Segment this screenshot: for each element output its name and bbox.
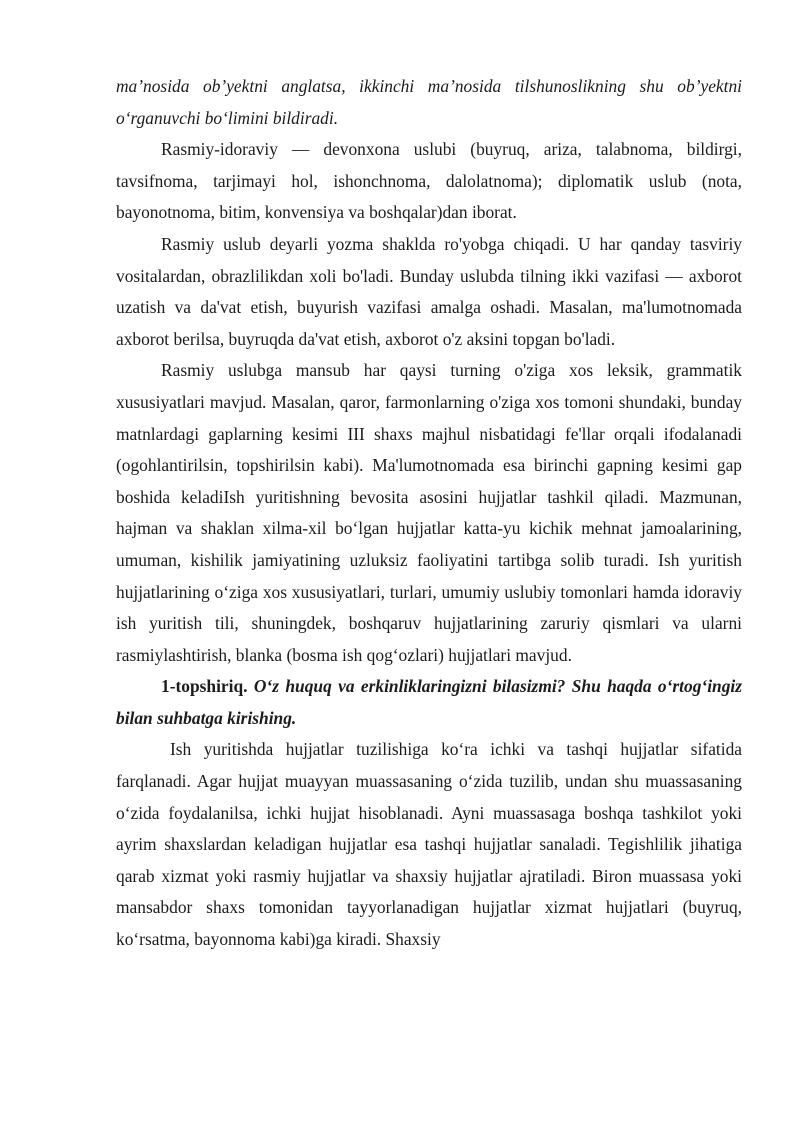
task-label: 1-topshiriq.: [161, 676, 248, 697]
task-text: O‘z huquq va erkinliklaringizni bilasizmi? Shu haqda o‘rtog‘ingiz bilan suhbatga kirishing.: [116, 676, 742, 728]
paragraph-document-types: Ish yuritishda hujjatlar tuzilishiga ko‘ra ichki va tashqi hujjatlar sifatida farqlanadi. Agar hujjat muayyan muassasaning o‘zida tuzilib, undan shu muassasaning o‘zida foydalanilsa, ichki hujjat hisoblanadi. Ayni muassasaga boshqa tashkilot yoki ayrim shaxslardan keladigan hujjatlar esa tashqi hujjatlar sanaladi. Tegishlilik jihatiga qarab xizmat yoki rasmiy hujjatlar va shaxsiy hujjatlar ajratiladi. Biron muassasa yoki mansabdor shaxs tomonidan tayyorlanadigan hujjatlar xizmat hujjatlari (buyruq, ko‘rsatma, bayonnoma kabi)ga kiradi. Shaxsiy: [116, 739, 742, 950]
paragraph-continuation: ma’nosida ob’yektni anglatsa, ikkinchi ma’nosida tilshunoslikning shu ob’yektni o‘rganuvchi bo‘limini bildiradi.: [116, 76, 742, 128]
paragraph-lexical-features: Rasmiy uslubga mansub har qaysi turning o'ziga xos leksik, grammatik xususiyatlari mavjud. Masalan, qaror, farmonlarning o'ziga xos tomoni shundaki, bunday matnlardagi gaplarning kesimi III shaxs majhul nisbatidagi fe'llar orqali ifodalanadi (ogohlantirilsin, topshirilsin kabi). Ma'lumotnomada esa birinchi gapning kesimi gap boshida keladiIsh yuritishning bevosita asosini hujjatlar tashkil qiladi. Mazmunan, hajman va shaklan xilma-xil bo‘lgan hujjatlar katta-yu kichik mehnat jamoalarining, umuman, kishilik jamiyatining uzluksiz faoliyatini tartibga solib turadi. Ish yuritish hujjatlarining o‘ziga xos xususiyatlari, turlari, umumiy uslubiy tomonlari hamda idoraviy ish yuritish tili, shuningdek, boshqaruv hujjatlarining zaruriy qismlari va ularni rasmiylashtirish, blanka (bosma ish qog‘ozlari) hujjatlari mavjud.: [116, 360, 742, 665]
document-page: [116, 71, 742, 956]
task-paragraph: [116, 671, 742, 734]
paragraph-official-style-written: Rasmiy uslub deyarli yozma shaklda ro'yobga chiqadi. U har qanday tasviriy vositalardan, obrazlilikdan xoli bo'ladi. Bunday uslubda tilning ikki vazifasi — axborot uzatish va da'vat etish, buyurish vazifasi amalga oshadi. Masalan, ma'lumotnomada axborot berilsa, buyruqda da'vat etish, axborot o'z aksini topgan bo'ladi.: [116, 233, 742, 349]
paragraph-official-style-types: Rasmiy-idoraviy — devonxona uslubi (buyruq, ariza, talabnoma, bildirgi, tavsifnoma, tarjimayi hol, ishonchnoma, dalolatnoma); diplomatik uslub (nota, bayonotnoma, bitim, konvensiya va boshqalar)dan iborat.: [116, 139, 742, 223]
